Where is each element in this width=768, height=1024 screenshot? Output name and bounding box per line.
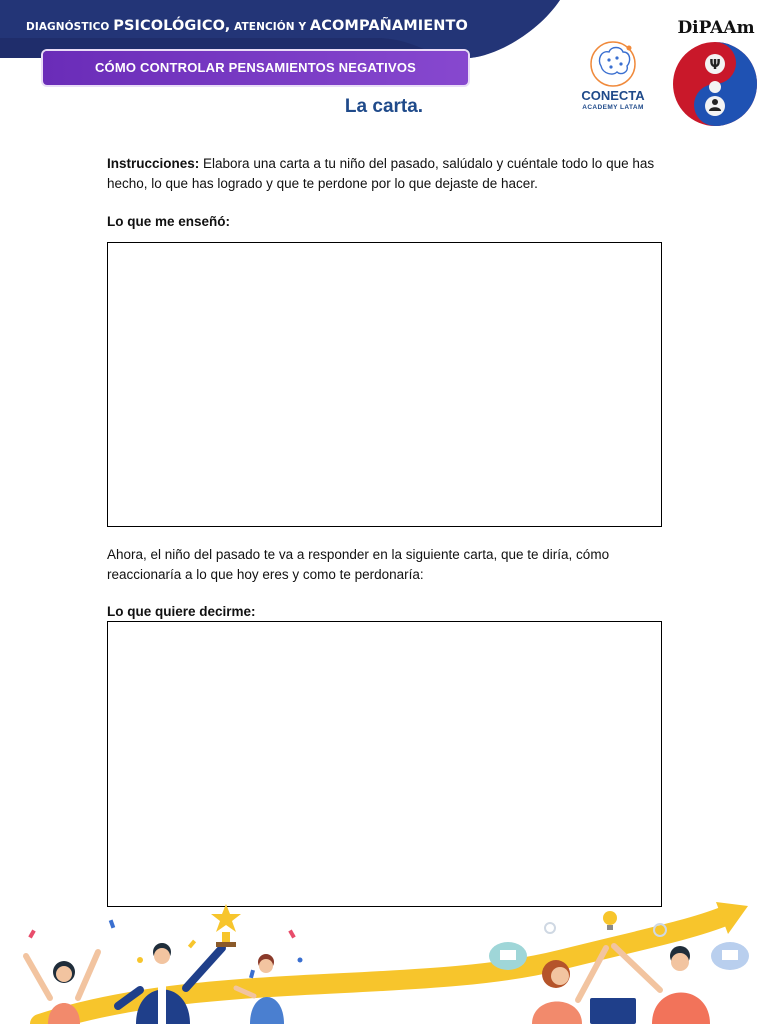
- header-title: [26, 18, 468, 34]
- instructions-paragraph: [107, 154, 667, 194]
- subtitle-text: CÓMO CONTROLAR PENSAMIENTOS NEGATIVOS: [94, 60, 417, 75]
- conecta-name: CONECTA: [581, 88, 645, 103]
- instructions-text-1: Elabora una carta a tu niño del pasado, salúdalo y cuéntale todo lo que has: [199, 156, 655, 171]
- trophy-star-icon: [211, 904, 241, 932]
- header-title-part-1: DIAGNÓSTICO: [26, 21, 110, 33]
- gear-icon: [545, 923, 555, 933]
- footer-illustration: [0, 900, 768, 1024]
- paragraph-2-line-2: reaccionaría a lo que hoy eres y como te perdonaría:: [107, 567, 424, 582]
- paragraph-2-line-1: Ahora, el niño del pasado te va a responder en la siguiente carta, que te diría, cómo: [107, 547, 610, 562]
- second-paragraph: [107, 545, 667, 585]
- chat-bubble-icon: [489, 942, 527, 970]
- psi-symbol: Ψ: [709, 58, 721, 73]
- header-title-part-4: ACOMPAÑAMIENTO: [309, 18, 468, 34]
- dipaam-yin-yang-icon: [671, 40, 759, 128]
- instructions-line-2: hecho, lo que has logrado y que te perdone por lo que dejaste de hacer.: [107, 176, 538, 191]
- section-2-label: Lo que quiere decirme:: [107, 604, 256, 619]
- lightbulb-icon: [603, 911, 617, 930]
- dipaam-name: DiPAAm: [677, 18, 755, 38]
- subtitle-bar: [43, 51, 468, 85]
- header-title-part-2: PSICOLÓGICO,: [113, 18, 231, 34]
- page-title: La carta.: [344, 96, 424, 117]
- letter-box-1[interactable]: [107, 242, 662, 527]
- header-title-part-3: ATENCIÓN Y: [234, 21, 307, 33]
- conecta-subtitle: ACADEMY LATAM: [582, 104, 644, 111]
- instructions-label: Instrucciones:: [107, 156, 200, 171]
- puzzle-bubble-icon: [711, 942, 749, 970]
- letter-box-2[interactable]: [107, 621, 662, 907]
- section-1-label: Lo que me enseñó:: [107, 214, 231, 229]
- instructions-line-1: [107, 154, 667, 174]
